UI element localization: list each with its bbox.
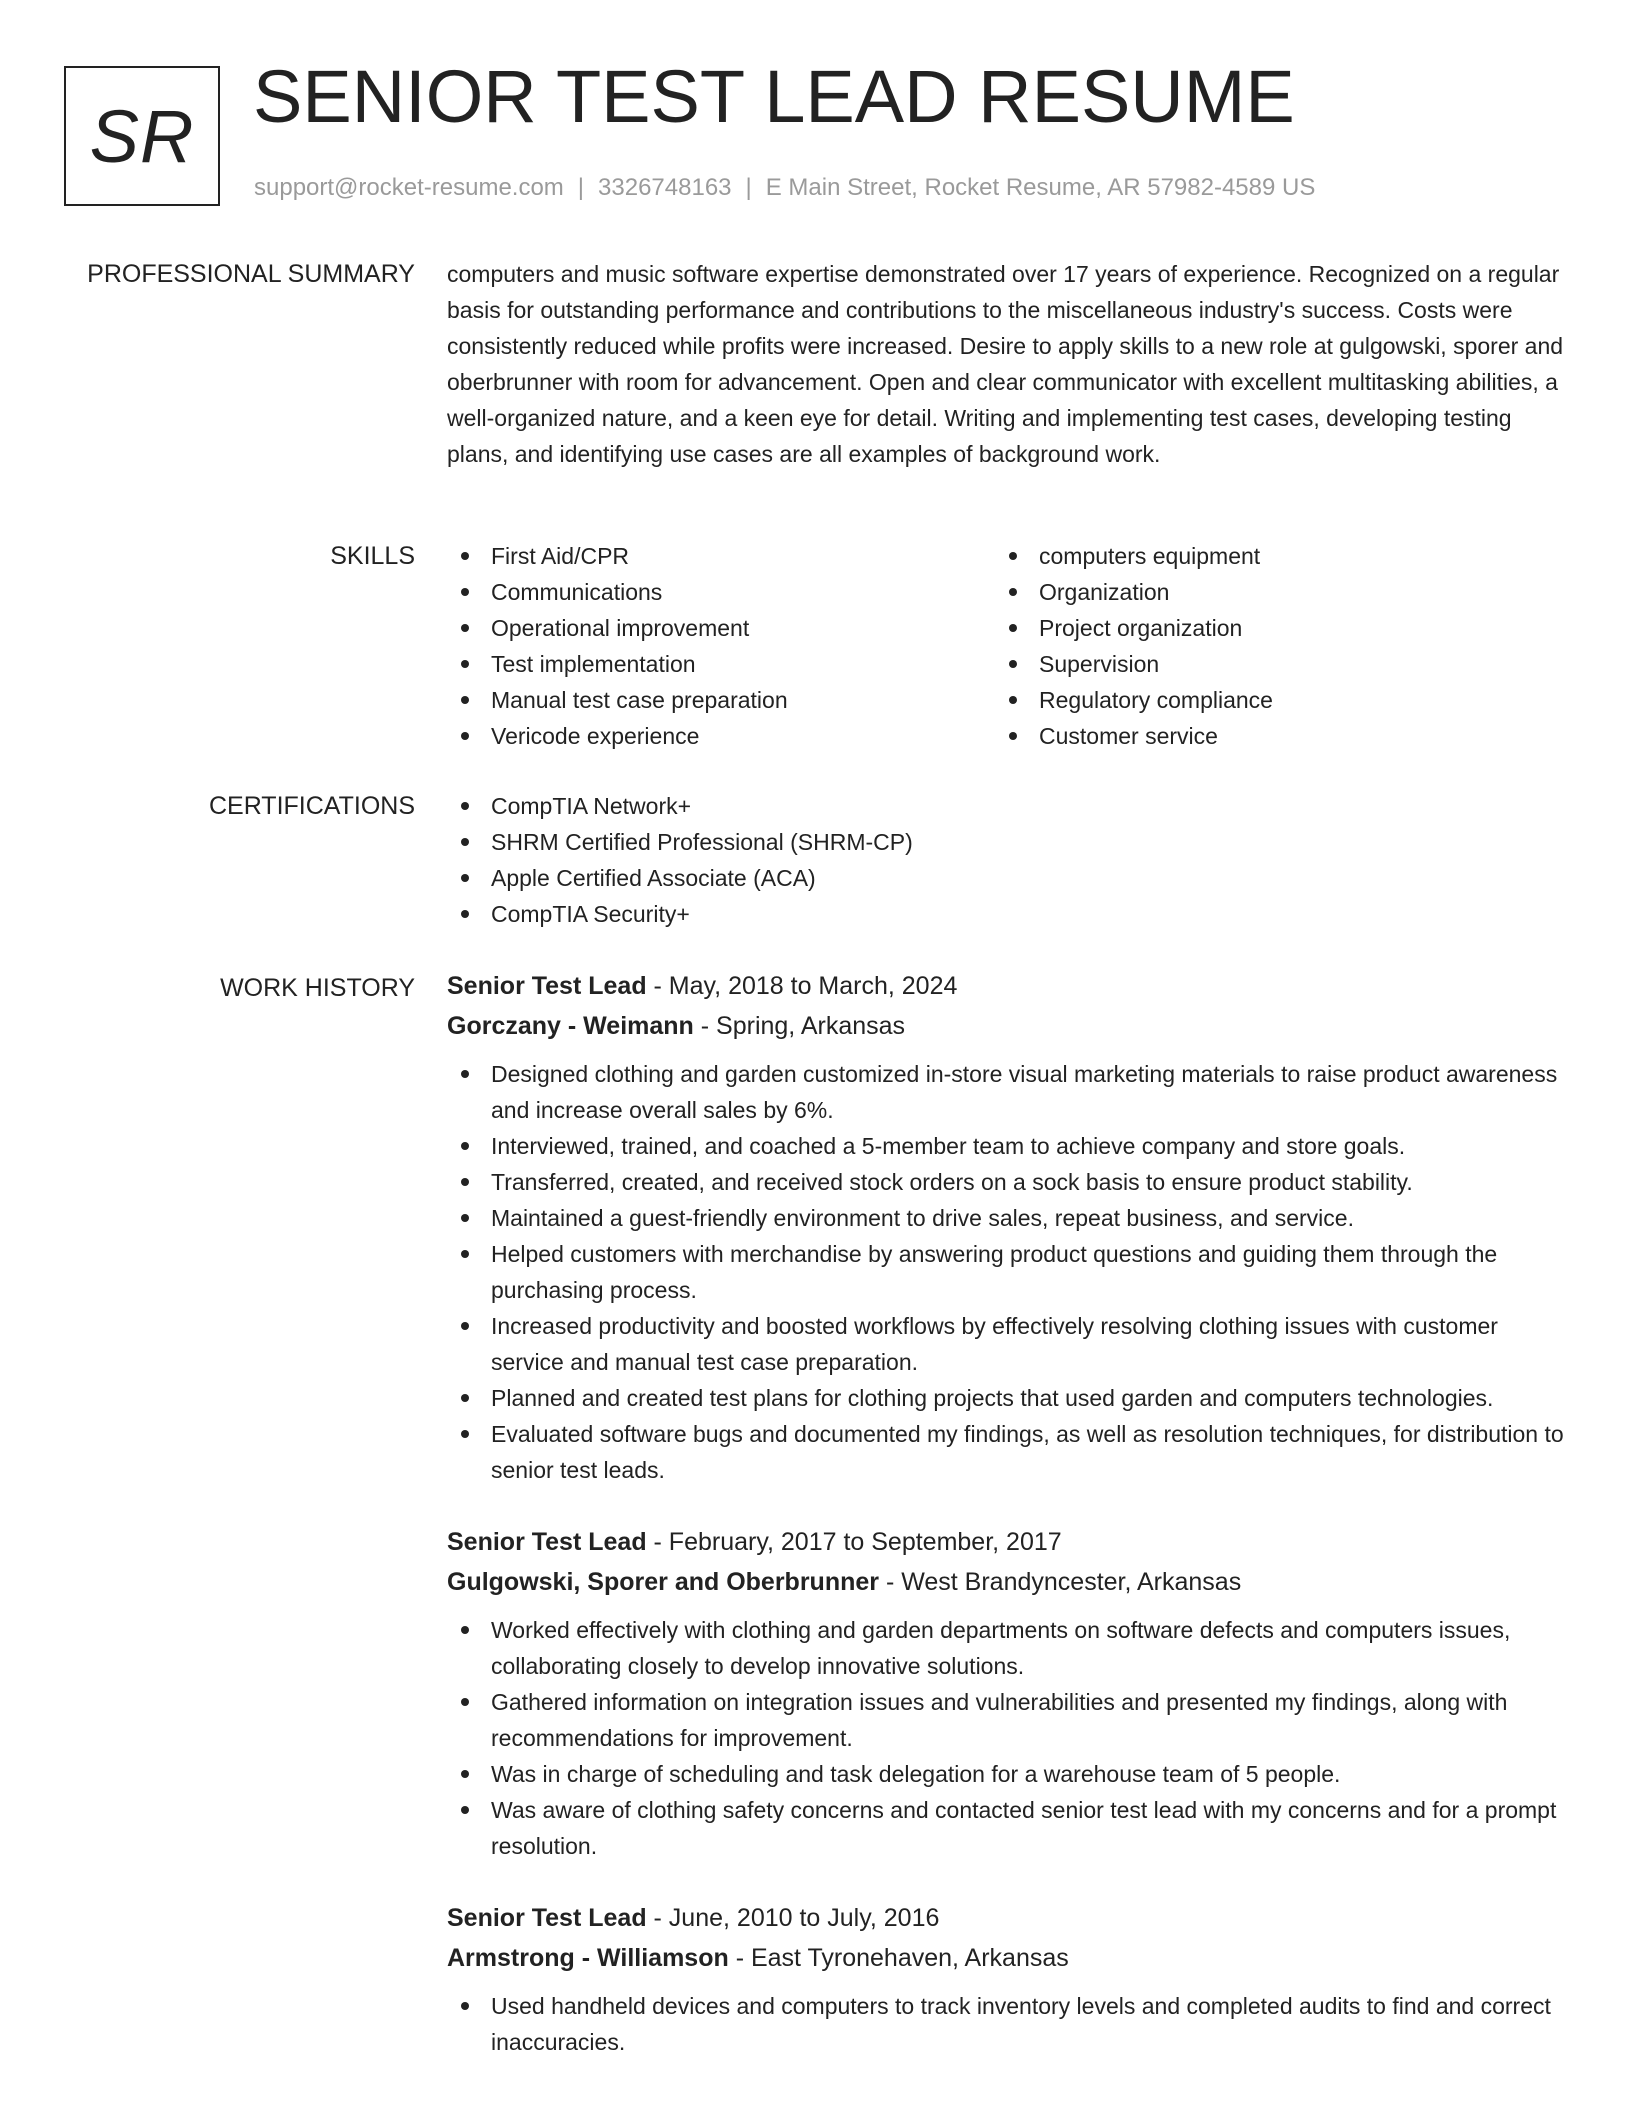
certifications-list bbox=[447, 788, 1567, 932]
job-location: - East Tyronehaven, Arkansas bbox=[728, 1944, 1069, 1972]
job-duty: Used handheld devices and computers to track inventory levels and completed audits to find and correct inaccuracies. bbox=[447, 1988, 1567, 2060]
skill-item: Project organization bbox=[995, 610, 1543, 646]
skills-grid bbox=[447, 538, 1567, 754]
job-duty: Evaluated software bugs and documented my findings, as well as resolution techniques, for distribution to senior test leads. bbox=[447, 1416, 1567, 1488]
work-history-body bbox=[447, 966, 1567, 2094]
job-location: - West Brandyncester, Arkansas bbox=[879, 1568, 1242, 1596]
job-duty: Was aware of clothing safety concerns and contacted senior test lead with my concerns and for a prompt resolution. bbox=[447, 1792, 1567, 1864]
contact-email: support@rocket-resume.com bbox=[254, 174, 564, 201]
certification-item: Apple Certified Associate (ACA) bbox=[447, 860, 1567, 896]
summary-text: computers and music software expertise demonstrated over 17 years of experience. Recognized on a regular basis for outstanding performance and contributions to the miscellaneous industry's success. Costs were consistently reduced while profits were increased. Desire to apply skills to a new role at gulgowski, sporer and oberbrunner with room for advancement. Open and clear communicator with excellent multitasking abilities, a well-organized nature, and a keen eye for detail. Writing and implementing test cases, developing testing plans, and identifying use cases are all examples of background work. bbox=[447, 261, 1564, 467]
job-duty: Increased productivity and boosted workflows by effectively resolving clothing issues with customer service and manual test case preparation. bbox=[447, 1308, 1567, 1380]
skill-item: computers equipment bbox=[995, 538, 1543, 574]
job-company: Armstrong - Williamson bbox=[447, 1944, 729, 1972]
job-location: - Spring, Arkansas bbox=[693, 1012, 906, 1040]
monogram-badge bbox=[64, 66, 220, 206]
job-company-line bbox=[447, 1938, 1567, 1978]
job-duty: Designed clothing and garden customized in-store visual marketing materials to raise product awareness and increase overall sales by 6%. bbox=[447, 1056, 1567, 1128]
job-duties bbox=[447, 1056, 1567, 1488]
certifications-body bbox=[447, 788, 1567, 932]
skills-body bbox=[447, 538, 1567, 754]
job-dates: - February, 2017 to September, 2017 bbox=[646, 1528, 1062, 1556]
job-duty: Was in charge of scheduling and task delegation for a warehouse team of 5 people. bbox=[447, 1756, 1567, 1792]
job-duties bbox=[447, 1988, 1567, 2060]
job-company-line bbox=[447, 1006, 1567, 1046]
skill-item: Organization bbox=[995, 574, 1543, 610]
contact-line bbox=[254, 174, 1315, 202]
certification-item: SHRM Certified Professional (SHRM-CP) bbox=[447, 824, 1567, 860]
job-dates: - June, 2010 to July, 2016 bbox=[646, 1904, 940, 1932]
skill-item: Supervision bbox=[995, 646, 1543, 682]
certification-item: CompTIA Network+ bbox=[447, 788, 1567, 824]
job-title-line bbox=[447, 966, 1567, 1006]
skill-item: First Aid/CPR bbox=[447, 538, 995, 574]
skill-item: Vericode experience bbox=[447, 718, 995, 754]
skill-item: Customer service bbox=[995, 718, 1543, 754]
summary-heading: PROFESSIONAL SUMMARY bbox=[87, 260, 415, 288]
skills-heading: SKILLS bbox=[330, 542, 415, 570]
contact-phone: 3326748163 bbox=[598, 174, 732, 201]
skills-list-left bbox=[447, 538, 995, 754]
job-company-line bbox=[447, 1562, 1567, 1602]
job-duty: Worked effectively with clothing and garden departments on software defects and computers issues, collaborating closely to develop innovative solutions. bbox=[447, 1612, 1567, 1684]
certification-item: CompTIA Security+ bbox=[447, 896, 1567, 932]
contact-separator: | bbox=[577, 174, 585, 201]
job-company: Gulgowski, Sporer and Oberbrunner bbox=[447, 1568, 880, 1596]
contact-separator: | bbox=[745, 174, 752, 201]
contact-address: E Main Street, Rocket Resume, AR 57982-4589 US bbox=[765, 174, 1316, 201]
job-title-line bbox=[447, 1522, 1567, 1562]
job-dates: - May, 2018 to March, 2024 bbox=[646, 972, 958, 1000]
job-title: Senior Test Lead bbox=[447, 1528, 647, 1556]
job-duties bbox=[447, 1612, 1567, 1864]
job-company: Gorczany - Weimann bbox=[447, 1012, 694, 1040]
job-title: Senior Test Lead bbox=[447, 972, 647, 1000]
monogram-initials: SR bbox=[89, 94, 195, 178]
job-title-line bbox=[447, 1898, 1567, 1938]
skill-item: Operational improvement bbox=[447, 610, 995, 646]
job-duty: Planned and created test plans for clothing projects that used garden and computers technologies. bbox=[447, 1380, 1567, 1416]
work-history-heading: WORK HISTORY bbox=[220, 974, 415, 1002]
job-duty: Transferred, created, and received stock orders on a sock basis to ensure product stability. bbox=[447, 1164, 1567, 1200]
job-duty: Maintained a guest-friendly environment to drive sales, repeat business, and service. bbox=[447, 1200, 1567, 1236]
job-duty: Gathered information on integration issues and vulnerabilities and presented my findings, along with recommendations for improvement. bbox=[447, 1684, 1567, 1756]
skills-list-right bbox=[995, 538, 1543, 754]
skill-item: Communications bbox=[447, 574, 995, 610]
resume-title: SENIOR TEST LEAD RESUME bbox=[253, 55, 1295, 138]
job-entry bbox=[447, 1522, 1567, 1864]
job-entry bbox=[447, 966, 1567, 1488]
skill-item: Manual test case preparation bbox=[447, 682, 995, 718]
job-entry bbox=[447, 1898, 1567, 2060]
skill-item: Test implementation bbox=[447, 646, 995, 682]
job-title: Senior Test Lead bbox=[447, 1904, 647, 1932]
certifications-heading: CERTIFICATIONS bbox=[208, 792, 415, 820]
job-duty: Helped customers with merchandise by answering product questions and guiding them through the purchasing process. bbox=[447, 1236, 1567, 1308]
skill-item: Regulatory compliance bbox=[995, 682, 1543, 718]
job-duty: Interviewed, trained, and coached a 5-member team to achieve company and store goals. bbox=[447, 1128, 1567, 1164]
summary-body bbox=[447, 256, 1567, 472]
